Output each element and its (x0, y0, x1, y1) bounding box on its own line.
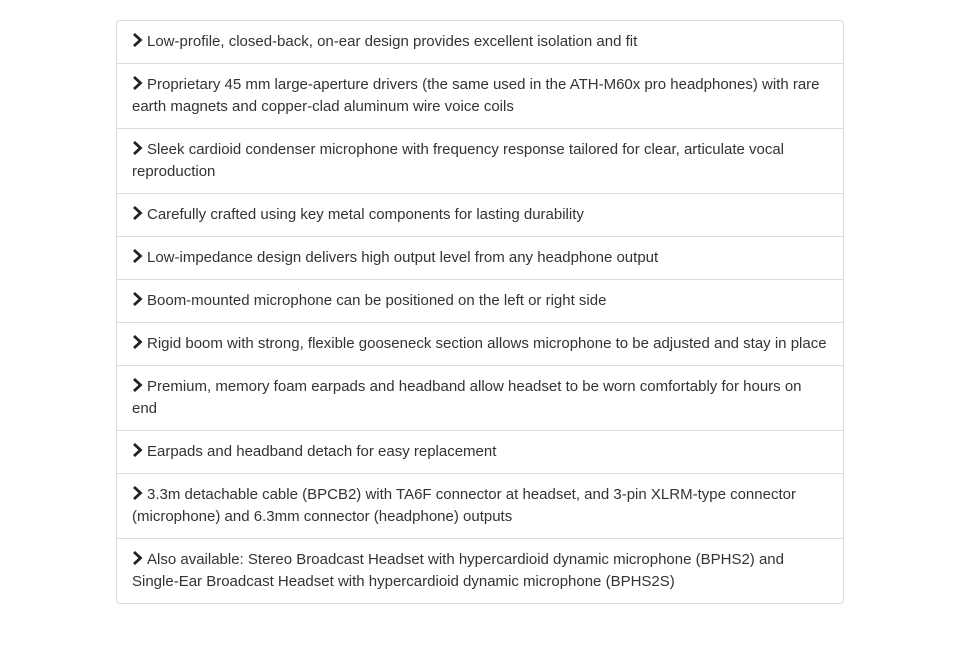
chevron-right-icon (132, 76, 143, 90)
chevron-right-icon (132, 33, 143, 47)
chevron-right-icon (132, 141, 143, 155)
feature-text: Earpads and headband detach for easy replacement (147, 443, 497, 460)
feature-text: Proprietary 45 mm large-aperture drivers (the same used in the ATH-M60x pro headphones) with rare earth magnets and copper-clad aluminum wire voice coils (132, 76, 820, 115)
chevron-right-icon (132, 249, 143, 263)
feature-text: 3.3m detachable cable (BPCB2) with TA6F connector at headset, and 3-pin XLRM-type connector (microphone) and 6.3mm connector (headphone) outputs (132, 486, 796, 525)
chevron-right-icon (132, 292, 143, 306)
list-item (117, 21, 843, 63)
feature-text: Also available: Stereo Broadcast Headset with hypercardioid dynamic microphone (BPHS2) and Single-Ear Broadcast Headset with hypercardioid dynamic microphone (BPHS2S) (132, 551, 784, 590)
chevron-right-icon (132, 551, 143, 565)
feature-text: Boom-mounted microphone can be positioned on the left or right side (147, 292, 607, 309)
list-item (117, 128, 843, 193)
chevron-right-icon (132, 206, 143, 220)
chevron-right-icon (132, 335, 143, 349)
chevron-right-icon (132, 443, 143, 457)
feature-text: Low-impedance design delivers high output level from any headphone output (147, 249, 659, 266)
list-item (117, 538, 843, 603)
list-item (117, 236, 843, 279)
feature-text: Low-profile, closed-back, on-ear design provides excellent isolation and fit (147, 33, 638, 50)
list-item (117, 193, 843, 236)
list-item (117, 365, 843, 430)
list-item (117, 279, 843, 322)
list-item (117, 63, 843, 128)
feature-text: Carefully crafted using key metal components for lasting durability (147, 206, 584, 223)
feature-list (116, 20, 844, 604)
list-item (117, 473, 843, 538)
feature-text: Sleek cardioid condenser microphone with frequency response tailored for clear, articulate vocal reproduction (132, 141, 785, 180)
list-item (117, 322, 843, 365)
feature-text: Premium, memory foam earpads and headband allow headset to be worn comfortably for hours on end (132, 378, 802, 417)
chevron-right-icon (132, 486, 143, 500)
chevron-right-icon (132, 378, 143, 392)
list-item (117, 430, 843, 473)
feature-text: Rigid boom with strong, flexible gooseneck section allows microphone to be adjusted and stay in place (147, 335, 827, 352)
